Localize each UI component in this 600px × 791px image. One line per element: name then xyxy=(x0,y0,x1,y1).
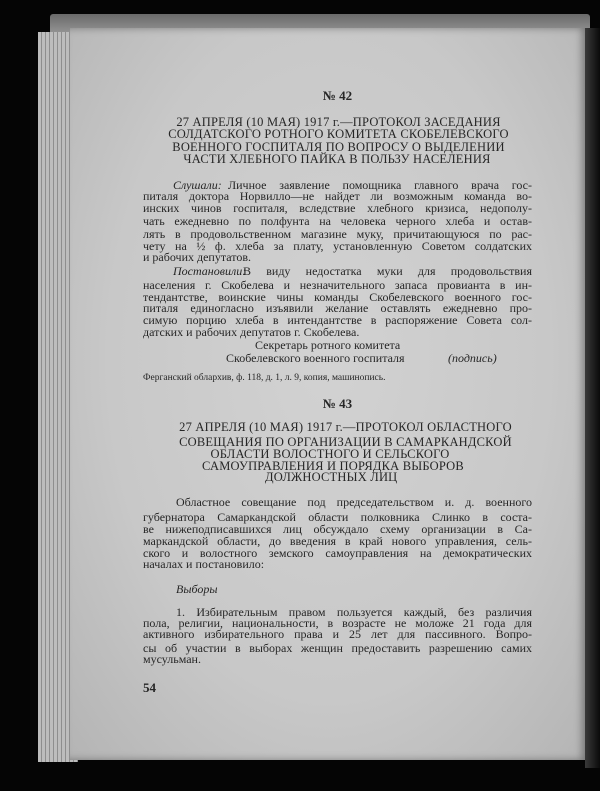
doc43-title-line: САМОУПРАВЛЕНИЯ И ПОРЯДКА ВЫБОРОВ xyxy=(202,459,464,473)
doc42-heard-line: питаля доктора Норвилло—не найдет ли возможным команда во- xyxy=(143,189,532,203)
doc43-number: № 43 xyxy=(322,396,353,411)
doc42-title-line: ВОЕННОГО ГОСПИТАЛЯ ПО ВОПРОСУ О ВЫДЕЛЕНИИ xyxy=(172,140,505,154)
doc43-point1-line: сы об участии в выборах женщин предоставить разрешению самих xyxy=(143,641,532,655)
doc43-point1-line: пола, религии, национальности, в возрасте не моложе 21 года для xyxy=(143,616,532,630)
doc43-intro-line: Областное совещание под председательством и. д. военного xyxy=(176,495,532,509)
doc42-resolved-line: датских и рабочих депутатов г. Скобелева. xyxy=(143,325,360,339)
doc42-signature-line: Секретарь ротного комитета xyxy=(255,338,401,352)
page-number: 54 xyxy=(143,680,156,695)
doc42-resolved-line: тендантстве, воинские чины команды Скобелевского военного гос- xyxy=(143,290,532,304)
doc42-heard-line: чать ежедневно по полфунта на человека черного хлеба и остав- xyxy=(143,214,532,228)
book-right-shadow xyxy=(585,28,600,768)
doc42-resolved-line: питаля единогласно изъявили желание оставлять ежедневно про- xyxy=(143,301,532,315)
doc42-resolved-line: населения г. Скобелева и незначительного запаса провианта в ин- xyxy=(143,278,532,292)
doc42-resolved-label: Постановили: xyxy=(173,264,247,278)
doc43-point1-line: активного избирательного права и 25 лет для пассивного. Вопро- xyxy=(143,627,532,641)
doc42-title-line: СОЛДАТСКОГО РОТНОГО КОМИТЕТА СКОБЕЛЕВСКОГО xyxy=(168,127,509,141)
doc43-intro-line: ве нижеподписавшихся лиц обсуждало схему организации в Са- xyxy=(143,522,532,536)
doc42-heard-line: лять в продовольственном магазине муку, причитающуюся по рас- xyxy=(143,227,532,241)
doc42-heard-label: Слушали: xyxy=(173,178,222,192)
doc42-signature-note: (подпись) xyxy=(448,351,497,365)
doc43-point1-line: 1. Избирательным правом пользуется каждый, без различия xyxy=(176,605,532,619)
doc42-signature-line: Скобелевского военного госпиталя xyxy=(226,351,405,365)
doc42-heard-line: и рабочих депутатов. xyxy=(143,250,252,264)
doc42-title-line: 27 АПРЕЛЯ (10 МАЯ) 1917 г.—ПРОТОКОЛ ЗАСЕДАНИЯ xyxy=(176,115,501,129)
doc43-intro-line: ского и волостного земского самоуправления на демократических xyxy=(143,546,532,560)
doc43-section-heading: Выборы xyxy=(176,582,218,596)
doc43-title-line: ОБЛАСТИ ВОЛОСТНОГО И СЕЛЬСКОГО xyxy=(210,447,450,461)
doc43-title-line: СОВЕЩАНИЯ ПО ОРГАНИЗАЦИИ В САМАРКАНДСКОЙ xyxy=(179,435,512,449)
doc43-intro-line: началах и постановило: xyxy=(143,557,265,571)
doc42-source: Ферганский облархив, ф. 118, д. 1, л. 9, копия, машинопись. xyxy=(143,373,386,383)
doc43-title-line: ДОЛЖНОСТНЫХ ЛИЦ xyxy=(265,470,398,484)
doc43-point1-line: мусульман. xyxy=(143,652,201,666)
doc43-intro-line: маркандской области, до введения в край нового управления, сель- xyxy=(143,534,532,548)
doc43-intro-line: губернатора Самаркандской области полковника Слинко в соста- xyxy=(143,510,532,524)
doc42-heard-line: чету на ½ ф. хлеба за плату, установленную Советом солдатских xyxy=(143,239,532,253)
doc42-title-line: ЧАСТИ ХЛЕБНОГО ПАЙКА В ПОЛЬЗУ НАСЕЛЕНИЯ xyxy=(183,152,491,166)
doc42-resolved-line: симую порцию хлеба в интендантстве в распоряжение Совета сол- xyxy=(143,313,532,327)
doc42-number: № 42 xyxy=(322,88,353,103)
doc42-heard-line: инских чинов госпиталя, вследствие хлебного кризиса, недополу- xyxy=(143,201,532,215)
doc42-resolved-line: В виду недостатка муки для продовольствия xyxy=(243,264,532,278)
doc43-title-line: 27 АПРЕЛЯ (10 МАЯ) 1917 г.—ПРОТОКОЛ ОБЛАСТНОГО xyxy=(179,420,512,434)
doc42-heard-line: Личное заявление помощника главного врача гос- xyxy=(228,178,532,192)
